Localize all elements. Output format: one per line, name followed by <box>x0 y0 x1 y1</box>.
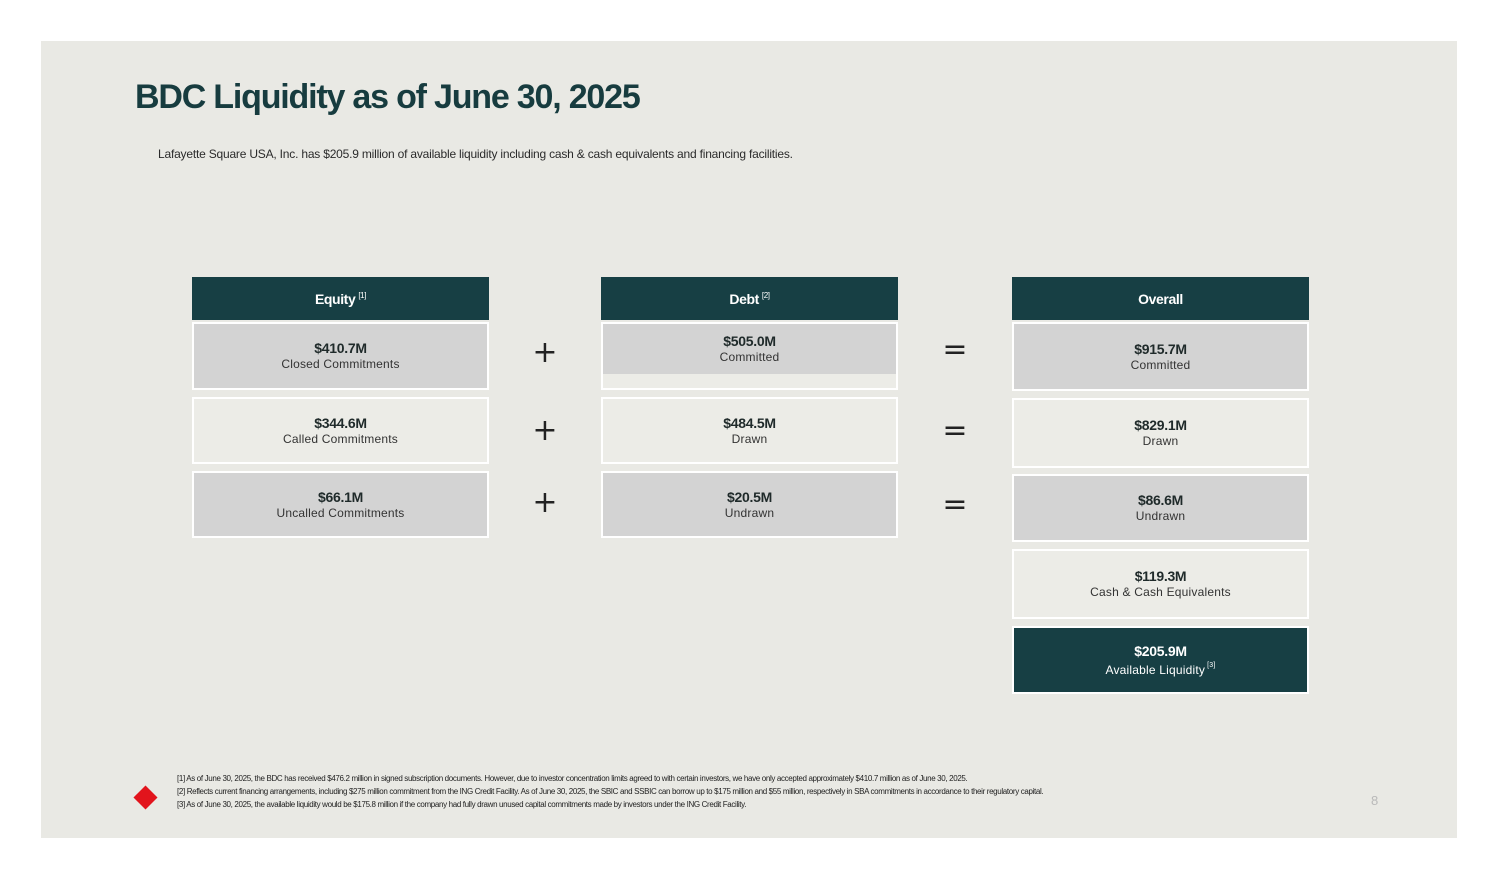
cell-value: $829.1M <box>1134 417 1187 433</box>
page-number: 8 <box>1371 793 1379 808</box>
overall-header <box>1012 277 1309 320</box>
slide <box>41 41 1457 838</box>
cell-value: $86.6M <box>1138 492 1183 508</box>
cell-value: $119.3M <box>1134 568 1187 584</box>
footnotes <box>177 772 1317 811</box>
cell-value: $410.7M <box>314 340 367 356</box>
equals-operator: = <box>942 487 968 522</box>
cell-value: $915.7M <box>1134 340 1187 357</box>
cell-label: Committed <box>719 350 780 364</box>
debt-drawn <box>601 397 898 464</box>
cell-label: Undrawn <box>1135 509 1186 523</box>
equity-header-note: [1] <box>358 291 367 300</box>
overall-committed <box>1012 322 1309 391</box>
cell-label: Cash & Cash Equivalents <box>1090 585 1231 599</box>
equity-header <box>192 277 489 320</box>
plus-operator: + <box>532 485 558 520</box>
plus-operator: + <box>532 413 558 448</box>
debt-header-label: Debt <box>729 290 759 307</box>
page-subtitle: Lafayette Square USA, Inc. has $205.9 million of available liquidity including cash & cash equivalents and financing facilities. <box>158 147 793 161</box>
cell-label: Committed <box>1130 357 1191 372</box>
cell-label: Drawn <box>731 431 768 446</box>
cell-label: Called Commitments <box>283 431 398 446</box>
equals-operator: = <box>942 413 968 448</box>
footnote-3: [3] As of June 30, 2025, the available liquidity would be $175.8 million if the company had fully drawn unused capital commitments made by investors under the ING Credit Facility. <box>177 800 747 809</box>
overall-undrawn <box>1012 474 1309 542</box>
footnote-1: [1] As of June 30, 2025, the BDC has received $476.2 million in signed subscription documents. However, due to investor concentration limits agreed to with certain investors, we have only accepted approximately $410.7 million as of June 30, 2025. <box>177 774 968 783</box>
overall-header-label: Overall <box>1138 290 1183 307</box>
overall-drawn <box>1012 398 1309 468</box>
available-liquidity-label: Available Liquidity <box>1105 662 1206 677</box>
cell-value: $205.9M <box>1134 642 1187 659</box>
available-liquidity-note: [3] <box>1207 661 1216 669</box>
overall-column <box>1012 277 1309 677</box>
debt-header-note: [2] <box>761 291 770 300</box>
equity-closed-commitments <box>192 322 489 390</box>
cell-value: $505.0M <box>723 333 776 349</box>
equity-column <box>192 277 489 520</box>
debt-column <box>601 277 898 520</box>
cell-value: $484.5M <box>723 414 776 431</box>
overall-available-liquidity <box>1012 626 1309 694</box>
equity-uncalled-commitments <box>192 471 489 538</box>
cell-value: $66.1M <box>318 488 363 505</box>
red-diamond-icon <box>133 785 157 809</box>
plus-operator: + <box>532 335 558 370</box>
equals-operator: = <box>942 332 968 367</box>
cell-value: $20.5M <box>727 488 772 505</box>
debt-undrawn <box>601 471 898 538</box>
cell-label: Closed Commitments <box>281 357 400 371</box>
debt-committed-inner <box>603 324 896 374</box>
debt-committed <box>601 322 898 390</box>
cell-label: Undrawn <box>724 505 775 520</box>
cell-label: Uncalled Commitments <box>276 505 405 520</box>
overall-cash-equivalents <box>1012 549 1309 619</box>
footnote-2: [2] Reflects current financing arrangements, including $275 million commitment from the ING Credit Facility. As of June 30, 2025, the SBIC and SSBIC can borrow up to $175 million and $55 million, respectively in SBA commitments in accordance to their regulatory capital. <box>177 787 1044 796</box>
cell-label <box>1105 660 1215 678</box>
cell-value: $344.6M <box>314 414 367 431</box>
equity-called-commitments <box>192 397 489 464</box>
cell-label: Drawn <box>1142 434 1179 448</box>
debt-header <box>601 277 898 320</box>
page-title: BDC Liquidity as of June 30, 2025 <box>135 78 640 116</box>
equity-header-label: Equity <box>314 290 356 307</box>
